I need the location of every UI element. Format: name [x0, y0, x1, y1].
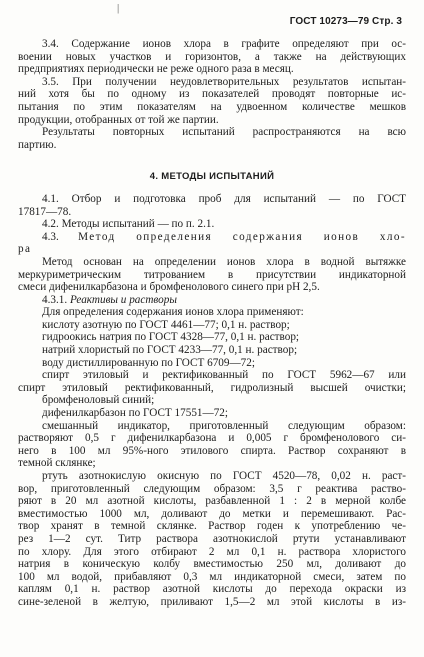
paragraph-results [18, 126, 406, 151]
text-line: бромфеноловый синий; [42, 394, 155, 407]
text-line: смешанный индикатор, приготовленный следующим образом: [42, 419, 406, 432]
text-line: меркуриметрическим титрованием в присутствии индикаторной [18, 268, 406, 281]
text-line: 100 мл водой, прибавляют 0,3 мл индикаторной смеси, затем по [18, 570, 406, 583]
text-line [18, 294, 406, 307]
paragraph-spirit [18, 369, 406, 419]
text-line: по хлору. Для этого отбирают 2 мл 0,1 н. раствора хлористого [18, 545, 406, 558]
list-item: воду дистиллированную по ГОСТ 6709—72; [42, 356, 255, 369]
text-line: ний хотя бы по одному из показателей проводят повторные ис- [18, 88, 406, 101]
text-line: растворяют 0,5 г дифенилкарбазона и 0,005 г бромфенолового си- [18, 432, 406, 445]
paragraph-4-1 [18, 193, 406, 218]
clause-heading: Метод определения содержания ионов хло- [78, 230, 406, 243]
list-item: кислоту азотную по ГОСТ 4461—77; 0,1 н. раствор; [42, 318, 290, 331]
text-line: натрия в коническую колбу вместимостью 250 мл, доливают до [18, 558, 406, 571]
text-line: твор хранят в темной склянке. Раствор годен к употреблению че- [18, 520, 406, 533]
text-line: Метод основан на определении ионов хлора в водной вытяжке [42, 255, 406, 268]
text-line: ряют в 20 мл азотной кислоты, разбавленной 1 : 2 в мерной колбе [18, 495, 406, 508]
text-line: 3.5. При получении неудовлетворительных результатов испытан- [42, 75, 406, 88]
paragraph-4-3 [18, 231, 406, 256]
list-item: натрий хлористый по ГОСТ 4233—77, 0,1 н. раствор; [42, 344, 298, 357]
text-line: вор, приготовленный следующим образом: 3,5 г реактива раство- [18, 482, 406, 495]
text-line: дифенилкарбазон по ГОСТ 17551—72; [42, 407, 228, 420]
text-line: воении новых участков и горизонтов, а также на действующих [18, 50, 406, 63]
list-item: Для определения содержания ионов хлора применяют: [42, 306, 304, 319]
text-line: него в 100 мл 95%-ного этилового спирта. Раствор сохраняют в [18, 444, 406, 457]
page-number: Стр. 3 [372, 16, 402, 27]
text-line: продукции, отобранных от той же партии. [18, 113, 219, 126]
paragraph-mercury [18, 470, 406, 609]
text-line: Результаты повторных испытаний распространяются на всю [42, 126, 406, 139]
text-line: рез 1—2 сут. Титр раствора азотнокислой ртути устанавливают [18, 532, 406, 545]
text-line: каплям 0,1 н. раствор азотной кислоты до перехода окраски из [18, 583, 406, 596]
text-line [18, 231, 406, 244]
clause-heading: Реактивы и растворы [69, 293, 177, 306]
paragraph-method [18, 256, 406, 294]
text-line: 4.2. Методы испытаний — по п. 2.1. [42, 218, 215, 231]
clause-number: 4.3.1. [42, 293, 68, 306]
text-line: спирт этиловый и ректификованный по ГОСТ 5962—67 или [42, 369, 406, 382]
clause-number: 4.3. [42, 230, 59, 243]
text-line: вместимостью 1000 мл, доливают до метки и перемешивают. Рас- [18, 507, 406, 520]
document-body [18, 38, 406, 609]
text-line: 17817—78. [18, 205, 72, 218]
text-line: сине-зеленой в желтую, приливают 1,5—2 мл этой кислоты в из- [18, 595, 406, 608]
text-line: смеси дифенилкарбазона и бромфенолового синего при рН 2,5. [18, 281, 320, 294]
text-line: предприятиях периодически не реже одного раза в месяц. [18, 63, 294, 76]
paragraph-4-3-1 [18, 294, 406, 307]
page-header [290, 16, 402, 27]
text-line: пытания по этим показателям на удвоенном количестве мешков [18, 100, 406, 113]
paragraph-3-4 [18, 38, 406, 76]
text-line: партию. [18, 138, 57, 151]
reagent-list [18, 306, 406, 369]
text-line: спирт этиловый ректификованный, гидролизный высшей очистки; [18, 381, 406, 394]
standard-number: ГОСТ 10273—79 [289, 16, 370, 27]
section-title: 4. МЕТОДЫ ИСПЫТАНИЙ [149, 171, 275, 183]
clause-heading-end: ра [18, 243, 32, 256]
paragraph-3-5 [18, 76, 406, 126]
margin-mark: | [117, 2, 120, 14]
list-item: гидроокись натрия по ГОСТ 4328—77, 0,1 н. раствор; [42, 331, 300, 344]
text-line: темной склянке; [18, 457, 96, 470]
text-line: 3.4. Содержание ионов хлора в графите определяют при ос- [42, 38, 406, 50]
text-line: 4.1. Отбор и подготовка проб для испытаний — по ГОСТ [42, 192, 406, 205]
paragraph-indicator [18, 420, 406, 470]
paragraph-4-2 [18, 218, 406, 231]
text-line: ртуть азотнокислую окисную по ГОСТ 4520—78, 0,02 н. раст- [42, 470, 406, 482]
